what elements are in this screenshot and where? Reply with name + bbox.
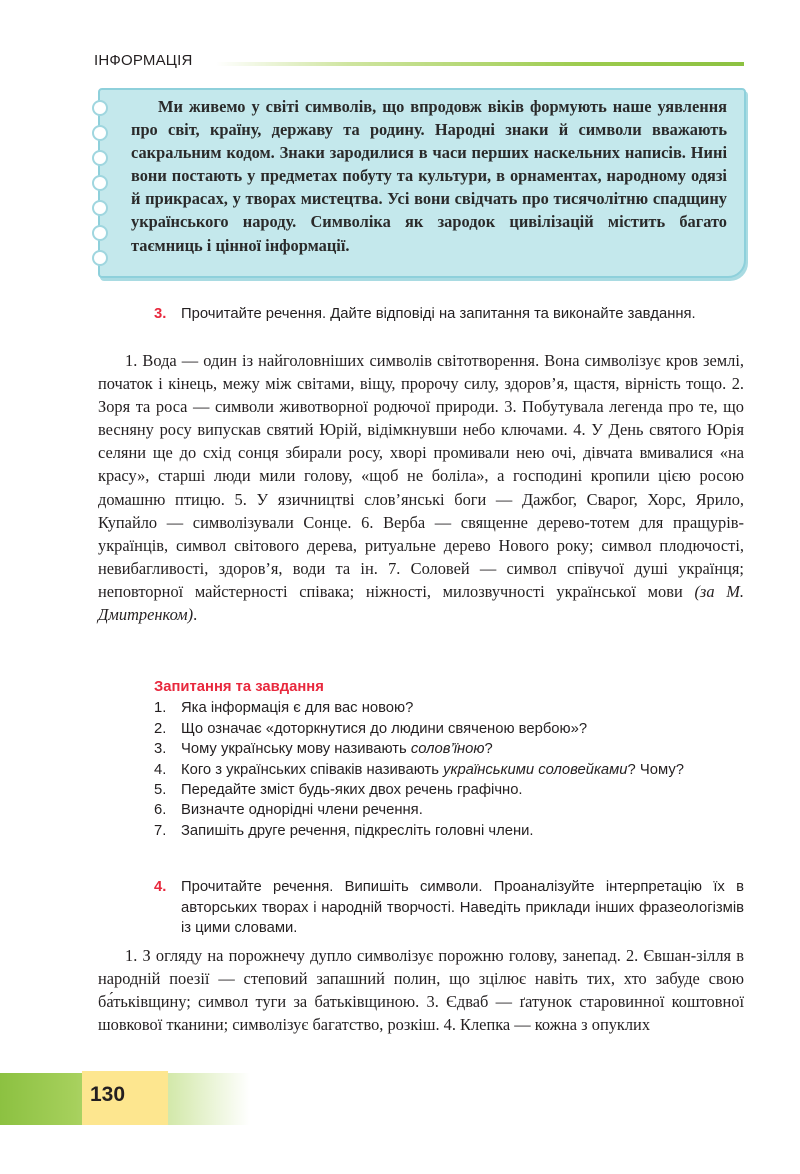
question-number: 6. [154,802,167,819]
info-text: Ми живемо у світі символів, що впродовж віків формують наше уявлення про світ, країну, державу та родину. Народні знаки й символи вважають сакральним кодом. Знаки зародилися в часи перших наскельних написів. Нині вони постають у предметах побуту та культури, в орнаментах, народному одязі й прикрасах, у творах мистецтва. Усі вони свідчать про тисячолітню спадщину українського народу. Символіка як зародок цивілізацій містить багато таємниць і цінної інформації. [131,97,727,255]
section-title: ІНФОРМАЦІЯ [94,52,193,69]
question-text: Визначте однорідні члени речення. [181,802,423,819]
question-number: 4. [154,761,167,778]
exercise-text-2: 1. З огляду на порожнечу дупло символізує порожню голову, занепад. 2. Євшан-зілля в народній поезії — степовий запашний полин, що зцілює навіть тих, хто забуде свою ба́тьківщину; символ туги за батьківщиною. 3. Єдваб — ґатунок старовинної коштовної шовкової тканини; символізує багатство, розкіш. 4. Клепка — кожна з опуклих [98,946,744,1035]
question-number: 1. [154,700,167,717]
exercise-body: 1. Вода — один із найголовніших символів світотворення. Вона символізує кров землі, початок і кінець, межу між світами, віщу, пророчу силу, здоров’я, щастя, вірність тощо. 2. Зоря та роса — символи животворної родючої природи. 3. Побутувала легенда про те, що весняну росу випускав святий Юрій, відімкнувши небо ключами. 4. У День святого Юрія селяни ще до схід сонця збирали росу, хворі промивали нею очі, дівчата вмивалися «на красу», старші люди мили голову, «щоб не боліла», а господині кропили цією росою домашню птицю. 5. У язичництві слов’янські боги — Дажбог, Сварог, Хорс, Ярило, Купайло — символізували Сонце. 6. Верба — священне дерево-тотем для пращурів-українців, символ світового дерева, ритуальне дерево Нового року; символ плодючості, невибагливості, здоров’я, води та ін. 7. Соловей — символ співучої душі українця; неповторної майстерності співака; ніжності, милозвучності української мови [98,351,744,601]
sentence-end: . [193,605,198,625]
binder-ring-icon [92,150,108,166]
question-item [154,739,744,759]
question-number: 7. [154,822,167,839]
binder-ring-icon [92,175,108,191]
binder-ring-icon [92,250,108,266]
task-number: 4. [154,879,167,895]
page-number: 130 [90,1083,126,1106]
source-citation: (за М. Дмитренком) [98,581,744,625]
question-text: Чому українську мову називають [181,741,411,758]
question-item [154,780,744,800]
question-text-end: ? [484,741,493,758]
info-box [98,88,746,278]
task-3 [154,304,744,325]
binder-ring-icon [92,125,108,141]
question-text: Кого з українських співаків називають [181,761,444,778]
question-item [154,719,744,739]
question-text: Що означає «доторкнутися до людини свяченою вербою»? [181,720,588,737]
questions-block [154,677,744,841]
questions-title: Запитання та завдання [154,679,324,695]
exercise-text [98,349,744,626]
binder-ring-icon [92,200,108,216]
question-number: 5. [154,782,167,799]
question-text: Запишіть друге речення, підкресліть головні члени. [181,822,534,839]
task-instruction: Прочитайте речення. Дайте відповіді на запитання та виконайте завдання. [181,306,696,322]
question-emphasis: українськими соловейками [443,761,628,778]
page-header [94,50,744,72]
question-text-end: ? Чому? [627,761,684,778]
question-emphasis: солов’їною [410,741,485,758]
task-instruction: Прочитайте речення. Випишіть символи. Проаналізуйте інтерпретацію їх в авторських творах і народній творчості. Наведіть приклади інших фразеологізмів із цими словами. [181,879,744,936]
header-divider [216,62,744,66]
question-item [154,821,744,841]
question-number: 2. [154,720,167,737]
question-item [154,698,744,718]
question-number: 3. [154,741,167,758]
question-item [154,800,744,820]
question-text: Яка інформація є для вас новою? [181,700,414,717]
task-4 [154,877,744,939]
task-number: 3. [154,306,167,322]
binder-ring-icon [92,225,108,241]
binder-ring-icon [92,100,108,116]
question-text: Передайте зміст будь-яких двох речень графічно. [181,782,523,799]
question-item [154,760,744,780]
